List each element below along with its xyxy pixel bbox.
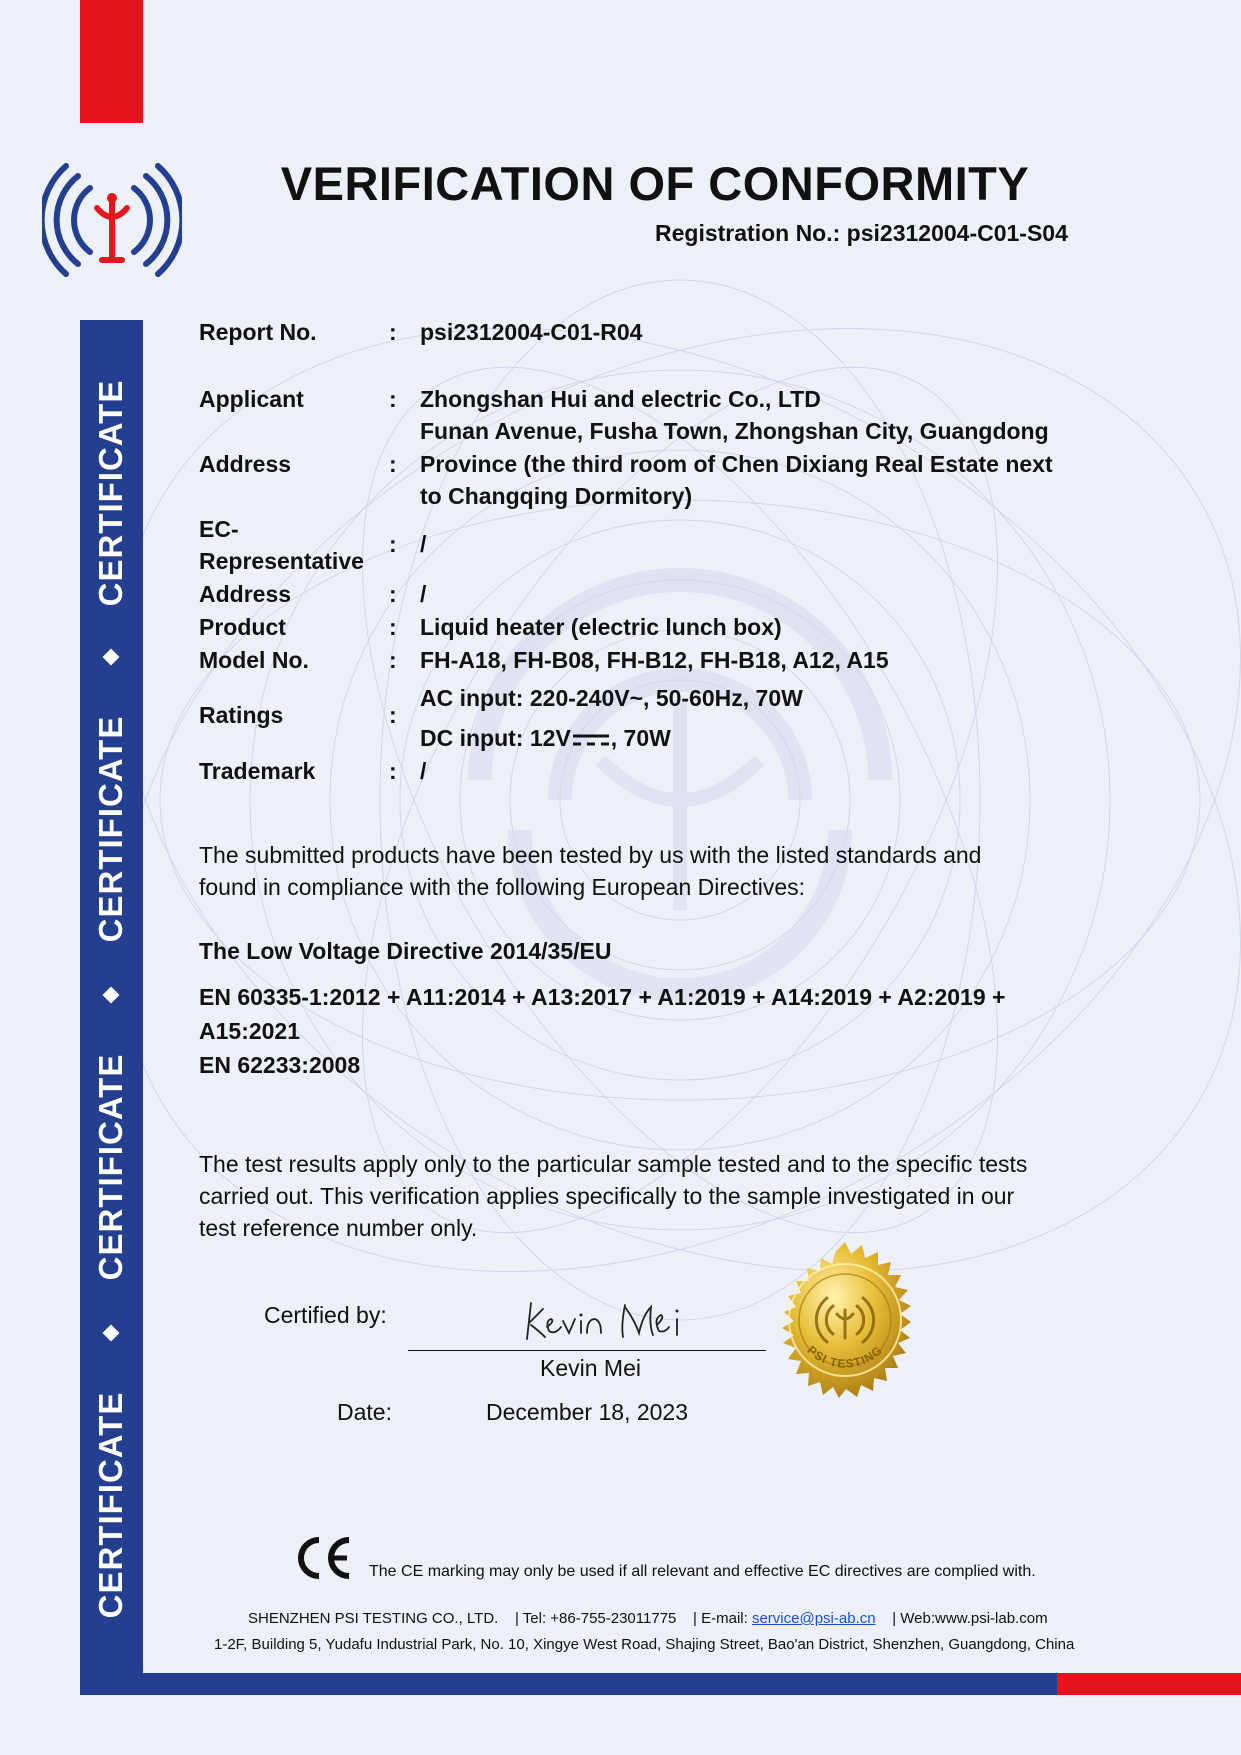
ec-rep-label-line2: Representative xyxy=(199,548,364,574)
product-value: Liquid heater (electric lunch box) xyxy=(420,614,782,640)
ec-address-value: / xyxy=(420,581,427,607)
field-colon: : xyxy=(389,319,397,345)
applicant-label: Applicant xyxy=(199,386,304,412)
bottom-red-ribbon xyxy=(1057,1673,1241,1695)
sidebar-certificate-label: CERTIFICATE xyxy=(92,715,129,943)
certification-date: December 18, 2023 xyxy=(486,1399,689,1425)
ce-mark-icon xyxy=(293,1535,355,1581)
field-colon: : xyxy=(389,386,397,412)
sidebar-certificate-label: CERTIFICATE xyxy=(92,1391,129,1619)
registration-number: Registration No.: psi2312004-C01-S04 xyxy=(655,220,1068,246)
ratings-ac: AC input: 220-240V~, 50-60Hz, 70W xyxy=(420,685,803,711)
ec-rep-label-line1: EC- xyxy=(199,516,239,542)
gold-seal-icon xyxy=(765,1240,925,1400)
field-colon: : xyxy=(389,647,397,673)
model-value: FH-A18, FH-B08, FH-B12, FH-B18, A12, A15 xyxy=(420,647,889,673)
ratings-dc-prefix: DC input: 12V xyxy=(420,725,571,751)
trademark-value: / xyxy=(420,758,427,784)
footer-address: 1-2F, Building 5, Yudafu Industrial Park, No. 10, Xingye West Road, Shajing Street, Bao'an District, Shenzhen, Guangdong, China xyxy=(214,1636,1075,1653)
sidebar-certificate-label: CERTIFICATE xyxy=(92,1053,129,1281)
applicant-value: Zhongshan Hui and electric Co., LTD xyxy=(420,386,821,412)
field-colon: : xyxy=(389,614,397,640)
handwritten-signature xyxy=(525,1295,695,1345)
address-line: Funan Avenue, Fusha Town, Zhongshan City, Guangdong xyxy=(420,418,1049,444)
date-label: Date: xyxy=(337,1399,392,1425)
standard-line: EN 60335-1:2012 + A11:2014 + A13:2017 + A1:2019 + A14:2019 + A2:2019 + xyxy=(199,984,1006,1010)
report-no-value: psi2312004-C01-R04 xyxy=(420,319,643,345)
footer-company: SHENZHEN PSI TESTING CO., LTD. xyxy=(248,1610,499,1627)
ec-address-label: Address xyxy=(199,581,292,607)
statement-paragraph xyxy=(199,839,1119,903)
certified-by-label: Certified by: xyxy=(264,1302,387,1328)
ce-marking-note: The CE marking may only be used if all relevant and effective EC directives are complied with. xyxy=(369,1563,1036,1580)
standard-line: A15:2021 xyxy=(199,1018,301,1044)
footer-web: | Web:www.psi-lab.com xyxy=(892,1610,1048,1627)
field-colon: : xyxy=(389,581,397,607)
ratings-dc-suffix: , 70W xyxy=(610,725,671,751)
statement-line: found in compliance with the following European Directives: xyxy=(199,874,805,900)
product-label: Product xyxy=(199,614,286,640)
ratings-dc xyxy=(420,722,1120,754)
bottom-blue-ribbon xyxy=(143,1673,1057,1695)
signer-name: Kevin Mei xyxy=(540,1355,641,1381)
address-line: to Changqing Dormitory) xyxy=(420,483,693,509)
top-red-ribbon xyxy=(80,0,143,123)
signature-line xyxy=(408,1350,766,1351)
statement-line: The submitted products have been tested by us with the listed standards and xyxy=(199,842,982,868)
ec-rep-value: / xyxy=(420,531,427,557)
disclaimer-paragraph xyxy=(199,1148,1119,1244)
field-colon: : xyxy=(389,531,397,557)
field-colon: : xyxy=(389,451,397,477)
disclaimer-line: test reference number only. xyxy=(199,1215,478,1241)
standards-list xyxy=(199,980,1005,1082)
disclaimer-line: carried out. This verification applies specifically to the sample investigated in our xyxy=(199,1183,1015,1209)
report-no-label: Report No. xyxy=(199,319,317,345)
dc-symbol-icon xyxy=(571,733,611,747)
trademark-label: Trademark xyxy=(199,758,316,784)
seal-text: PSI TESTING xyxy=(804,1342,886,1371)
model-label: Model No. xyxy=(199,647,309,673)
footer-tel: | Tel: +86-755-23011775 xyxy=(514,1610,677,1627)
standard-line: EN 62233:2008 xyxy=(199,1052,361,1078)
address-label: Address xyxy=(199,451,292,477)
field-colon: : xyxy=(389,702,397,728)
certificate-title: VERIFICATION OF CONFORMITY xyxy=(280,157,1030,210)
footer-contact xyxy=(248,1610,1048,1627)
footer-email-link[interactable]: service@psi-ab.cn xyxy=(751,1610,876,1627)
field-colon: : xyxy=(389,758,397,784)
ratings-label: Ratings xyxy=(199,702,284,728)
directive-title: The Low Voltage Directive 2014/35/EU xyxy=(199,938,612,964)
disclaimer-line: The test results apply only to the particular sample tested and to the specific tests xyxy=(199,1151,1028,1177)
sidebar-certificate-label: CERTIFICATE xyxy=(92,379,129,607)
footer-email-label: | E-mail: xyxy=(693,1610,748,1627)
address-line: Province (the third room of Chen Dixiang Real Estate next xyxy=(420,451,1053,477)
